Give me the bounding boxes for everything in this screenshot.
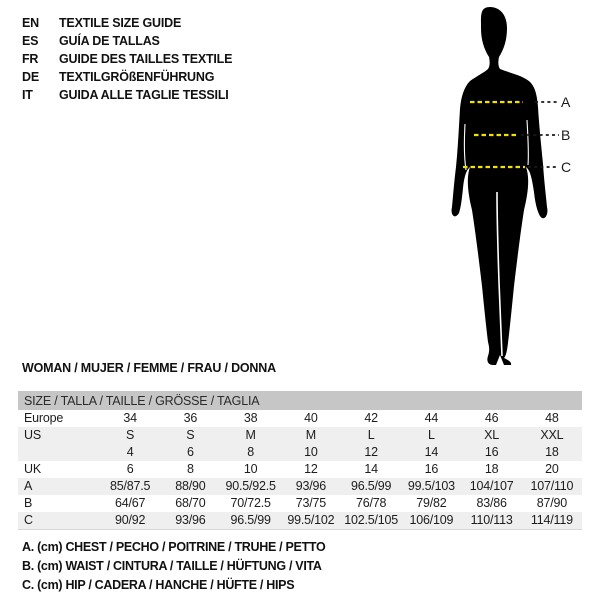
table-cell: 93/96 — [160, 512, 220, 530]
table-cell: 73/75 — [295, 496, 327, 510]
table-cell: 6 — [186, 445, 194, 459]
language-title: TEXTILE SIZE GUIDE — [59, 16, 182, 30]
row-label: C — [18, 512, 100, 530]
table-header-row — [18, 391, 582, 410]
section-title: WOMAN / MUJER / FEMME / FRAU / DONNA — [22, 361, 276, 375]
table-cell: 34 — [123, 411, 137, 425]
legend-line: A. (cm) CHEST / PECHO / POITRINE / TRUHE / PETTO — [22, 540, 326, 554]
language-list — [22, 14, 232, 104]
table-cell: 107/110 — [530, 479, 574, 493]
table-cell: 14 — [364, 462, 378, 476]
table-cell: 79/82 — [416, 496, 447, 510]
table-row — [18, 478, 582, 495]
table-cell: 14 — [424, 445, 439, 459]
waist-marker-label: B — [561, 127, 571, 143]
language-title: GUIDE DES TAILLES TEXTILE — [59, 52, 233, 66]
woman-silhouette-figure — [430, 0, 590, 370]
table-row — [18, 512, 582, 530]
table-cell: 68/70 — [175, 496, 206, 510]
table-cell: 10 — [243, 462, 258, 476]
table-cell: 18 — [484, 462, 499, 476]
table-row — [18, 461, 582, 478]
table-cell: M — [245, 428, 256, 442]
row-label: US — [24, 428, 41, 442]
table-cell: 8 — [186, 462, 194, 476]
table-cell: 70/72.5 — [230, 496, 271, 510]
table-cell: 38 — [243, 411, 258, 425]
table-cell: 18 — [545, 445, 559, 459]
measurement-legend — [22, 538, 325, 595]
table-cell: 12 — [364, 445, 378, 459]
hip-marker-label: C — [561, 159, 572, 175]
table-cell: 64/67 — [114, 496, 146, 510]
table-cell: L — [367, 428, 375, 442]
table-cell: 48 — [545, 411, 559, 425]
table-cell: 12 — [304, 462, 318, 476]
table-cell: 106/109 — [401, 512, 461, 530]
table-cell: 8 — [247, 445, 254, 459]
language-row — [22, 68, 232, 86]
table-cell: 10 — [304, 445, 318, 459]
legend-line: B. (cm) WAIST / CINTURA / TAILLE / HÜFTUNG / VITA — [22, 559, 322, 573]
table-cell: 99.5/103 — [407, 479, 455, 493]
table-cell: 110/113 — [462, 512, 522, 530]
table-cell: 40 — [304, 411, 318, 425]
table-cell: 87/90 — [536, 496, 568, 510]
table-cell: 4 — [126, 445, 134, 459]
table-cell: 88/90 — [175, 479, 206, 493]
table-cell: 102.5/105 — [341, 512, 401, 530]
language-title: TEXTILGRÖßENFÜHRUNG — [59, 70, 215, 84]
table-cell: 36 — [183, 411, 198, 425]
table-cell: 16 — [484, 445, 499, 459]
language-row — [22, 50, 232, 68]
table-cell: 16 — [424, 462, 439, 476]
row-label — [18, 444, 100, 461]
row-label: Europe — [24, 411, 64, 425]
table-cell: 96.5/99 — [350, 479, 392, 493]
table-cell: 20 — [545, 462, 559, 476]
table-cell: 96.5/99 — [221, 512, 281, 530]
table-row — [18, 495, 582, 512]
row-label: B — [24, 496, 33, 510]
size-table-wrap — [18, 391, 582, 530]
chest-marker-label: A — [561, 94, 571, 110]
language-code: DE — [22, 70, 39, 84]
table-cell: 83/86 — [476, 496, 507, 510]
table-cell: 99.5/102 — [281, 512, 341, 530]
language-row — [22, 86, 232, 104]
table-header-label: SIZE / TALLA / TAILLE / GRÖSSE / TAGLIA — [18, 391, 582, 410]
table-row — [18, 444, 582, 461]
table-cell: S — [186, 428, 195, 442]
table-cell: 93/96 — [295, 479, 327, 493]
size-table — [18, 391, 582, 530]
size-table-body — [18, 410, 582, 530]
language-code: ES — [22, 34, 39, 48]
table-cell: S — [126, 428, 135, 442]
table-cell: XL — [484, 428, 500, 442]
table-cell: XXL — [540, 428, 564, 442]
table-cell: 90/92 — [100, 512, 160, 530]
language-code: FR — [22, 52, 39, 66]
table-row — [18, 427, 582, 444]
table-cell: 114/119 — [522, 512, 582, 530]
language-row — [22, 32, 232, 50]
language-code: EN — [22, 16, 39, 30]
table-cell: 90.5/92.5 — [225, 479, 276, 493]
table-cell: 6 — [126, 462, 134, 476]
table-cell: 42 — [364, 411, 378, 425]
table-cell: 44 — [424, 411, 439, 425]
legend-line: C. (cm) HIP / CADERA / HANCHE / HÜFTE / HIPS — [22, 578, 295, 592]
table-cell: M — [305, 428, 316, 442]
table-row — [18, 410, 582, 427]
table-cell: 104/107 — [469, 479, 514, 493]
language-row — [22, 14, 232, 32]
table-cell: 85/87.5 — [109, 479, 151, 493]
language-code: IT — [22, 88, 33, 102]
language-title: GUIDA ALLE TAGLIE TESSILI — [59, 88, 229, 102]
table-cell: 46 — [484, 411, 499, 425]
table-cell: L — [427, 428, 435, 442]
row-label: A — [24, 479, 33, 493]
table-cell: 76/78 — [355, 496, 387, 510]
row-label: UK — [24, 462, 41, 476]
language-title: GUÍA DE TALLAS — [59, 34, 160, 48]
